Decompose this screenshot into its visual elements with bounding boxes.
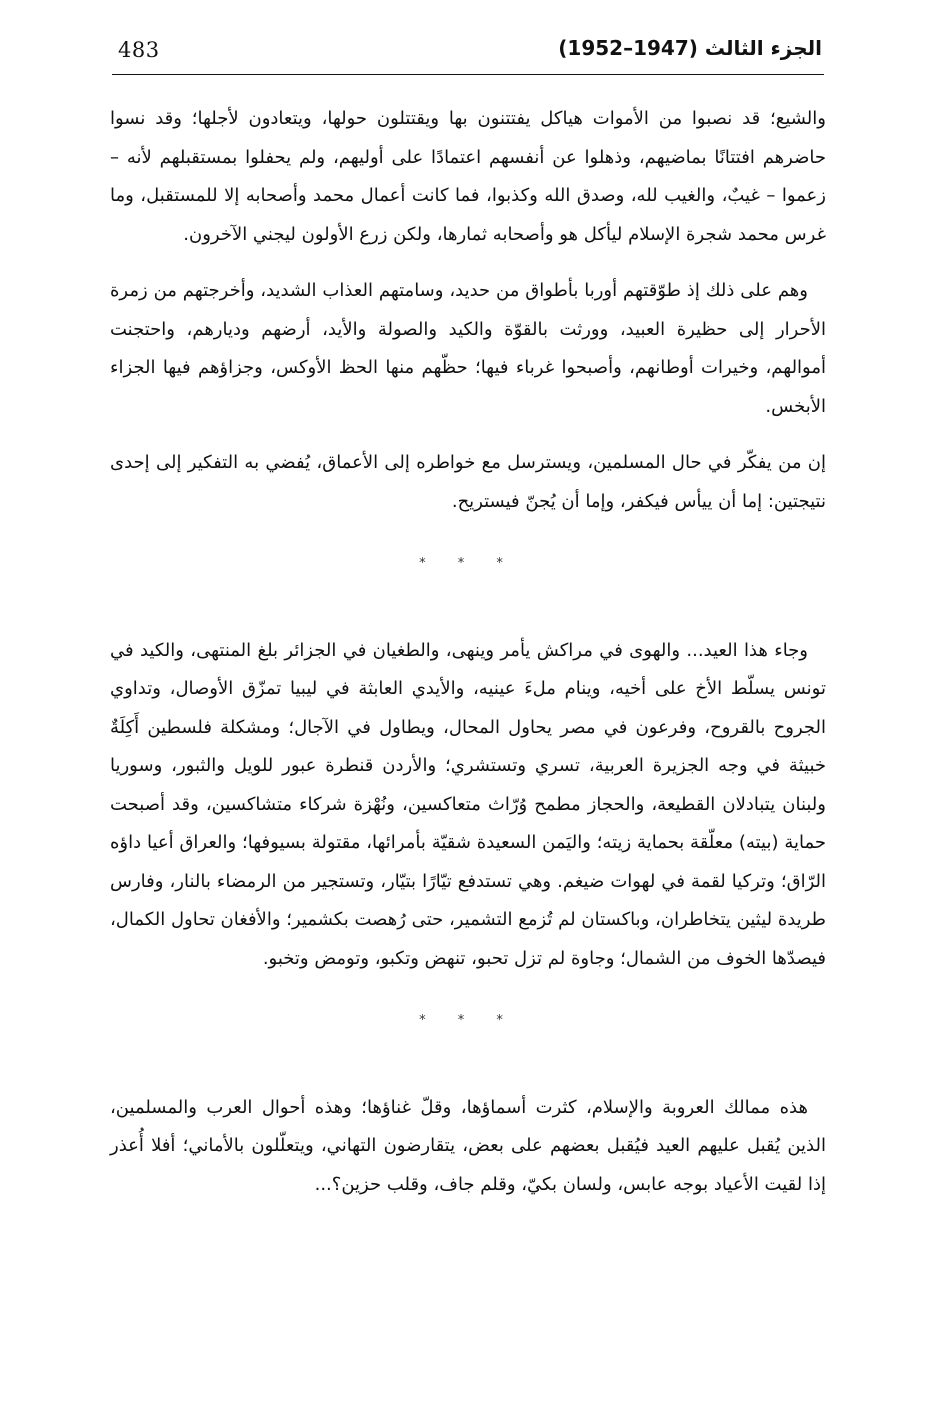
paragraph: هذه ممالك العروبة والإسلام، كثرت أسماؤها، وقلّ غناؤها؛ وهذه أحوال العرب والمسلمين، الذين يُقبل عليهم العيد فيُقبل بعضهم على بعض، يتقارضون التهاني، ويتعلّلون بالأماني؛ أفلا أُعذر إذا لقيت الأعياد بوجه عابس، ولسان بكيّ، وقلم جاف، وقلب حزين؟... bbox=[110, 1096, 826, 1195]
page-body bbox=[110, 100, 826, 1222]
section-break: * * * bbox=[419, 1013, 517, 1028]
paragraph: وجاء هذا العيد... والهوى في مراكش يأمر وينهى، والطغيان في الجزائر بلغ المنتهى، والكيد في تونس يسلّط الأخ على أخيه، وينام ملءَ عينيه، والأيدي العابثة في ليبيا تمزّق الأوصال، وتداوي الجروح بالقروح، وفرعون في مصر يحاول المحال، ويطاول في الآجال؛ ومشكلة فلسطين أَكِلَةٌ خبيثة في وجه الجزيرة العربية، تسري وتستشري؛ والأردن قنطرة عبور للويل والثبور، وسوريا ولبنان يتبادلان القطيعة، والحجاز مطمح وُرّاث متعاكسين، ونُهْزة شركاء متشاكسين، وقد أصبحت حماية (بيته) معلّقة بحماية زيته؛ واليَمن السعيدة شقيّة بأمرائها، مقتولة بسيوفها؛ والعراق أعيا داؤه الرّاق؛ وتركيا لقمة في لهوات ضيغم. وهي تستدفع تيّارًا بتيّار، وتستجير من الرمضاء بالنار، وفارس طريدة ليثين يتخاطران، وباكستان لم تُزمع التشمير، حتى رُهصت بكشمير؛ والأفغان تحاول الكمال، فيصدّها الخوف من الشمال؛ وجاوة لم تزل تحبو، تنهض وتكبو، وتومض وتخبو. bbox=[110, 639, 826, 969]
section-break: * * * bbox=[419, 556, 517, 571]
page-number: 483 bbox=[118, 38, 160, 62]
running-head: الجزء الثالث (1947–1952) bbox=[558, 36, 822, 60]
paragraph: إن من يفكّر في حال المسلمين، ويسترسل مع خواطره إلى الأعماق، يُفضي به التفكير إلى إحدى نتيجتين: إما أن ييأس فيكفر، وإما أن يُجنّ فيستريح. bbox=[110, 452, 826, 512]
paragraph: والشيع؛ قد نصبوا من الأموات هياكل يفتتنون بها ويقتتلون حولها، ويتعادون لأجلها؛ وقد نسوا حاضرهم افتتانًا بماضيهم، وذهلوا عن أنفسهم اعتمادًا على أوليهم، ولم يحفلوا بمستقبلهم لأنه – زعموا – غيبٌ، والغيب لله، وصدق الله وكذبوا، فما كانت أعمال محمد وأصحابه إلا للمستقبل، وما غرس محمد شجرة الإسلام ليأكل هو وأصحابه ثمارها، ولكن زرع الأولون ليجني الآخرون. bbox=[110, 108, 826, 245]
page-header bbox=[112, 34, 824, 75]
paragraph: وهم على ذلك إذ طوّقتهم أوربا بأطواق من حديد، وسامتهم العذاب الشديد، وأخرجتهم من زمرة الأحرار إلى حظيرة العبيد، وورثت بالقوّة والكيد والصولة والأيد، أرضهم وديارهم، واحتجنت أموالهم، وخيرات أوطانهم، وأصبحوا غرباء فيها؛ حظّهم منها الحظ الأوكس، وجزاؤهم فيها الجزاء الأبخس. bbox=[110, 280, 826, 417]
